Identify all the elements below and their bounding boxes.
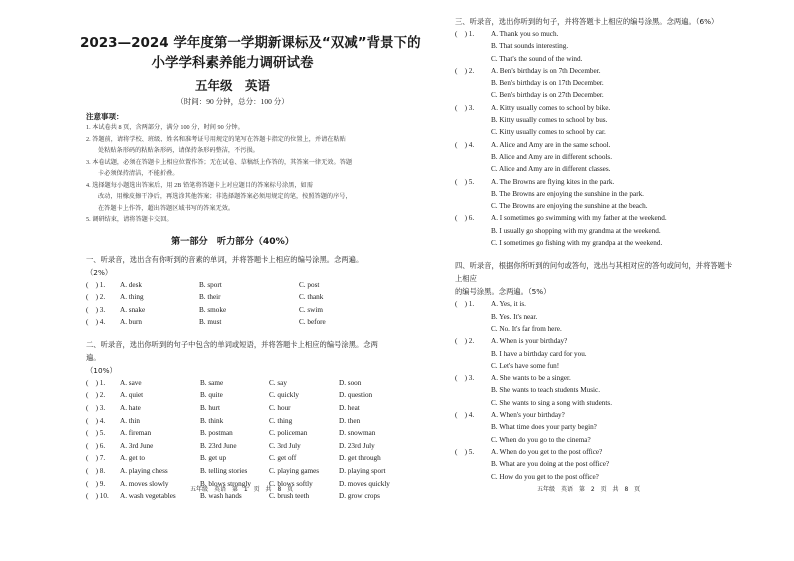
answer-bracket: ( ) 4.: [455, 411, 475, 420]
question-cell: A. playing chess: [120, 467, 168, 476]
question-item: [455, 212, 734, 224]
question-cell: B. blows strongly: [200, 479, 251, 488]
note-item: 3. 本卷试题，必须在答题卡上相应位置作答；无在试卷、草稿纸上作答的，其答案一律无效。答题: [86, 158, 353, 166]
question-cell: A. save: [120, 378, 142, 387]
grade-subject: 五年级 英语: [194, 78, 270, 93]
question-item: [455, 102, 734, 114]
question-cell: B. quite: [200, 391, 223, 400]
question-cell: ( ) 1.: [86, 378, 106, 387]
option-text: B. What are you doing at the post office?: [491, 460, 610, 469]
option-text: C. Alice and Amy are in different classes.: [491, 165, 611, 174]
option-text: A. When's your birthday?: [491, 411, 565, 420]
question-cell: A. burn: [120, 318, 142, 327]
question-cell: ( ) 3.: [86, 305, 106, 314]
page-footer-2: 五年级 英语 第 2 页 共 8 页: [537, 486, 641, 493]
section4-heading-line2: 的编号涂黑。念两遍。（5%）: [455, 287, 551, 297]
question-item: [455, 335, 734, 347]
option-text: C. No. It's far from here.: [491, 324, 562, 333]
question-cell: ( ) 9.: [86, 479, 106, 488]
question-cell: C. brush teeth: [269, 492, 310, 501]
answer-bracket: ( ) 1.: [455, 300, 475, 309]
question-cell: C. thing: [269, 416, 293, 425]
question-cell: A. thin: [120, 416, 140, 425]
question-cell: B. telling stories: [200, 467, 248, 476]
question-cell: D. snowman: [339, 429, 376, 438]
option-text: A. Kitty usually comes to school by bike.: [491, 103, 611, 112]
answer-bracket: ( ) 3.: [455, 103, 475, 112]
question-cell: B. get up: [200, 454, 227, 463]
option-text: A. The Browns are flying kites in the park.: [491, 177, 615, 186]
question-cell: A. hate: [120, 404, 141, 413]
question-cell: C. say: [269, 378, 287, 387]
option-text: B. Alice and Amy are in different schools.: [491, 152, 613, 161]
question-cell: B. must: [199, 318, 222, 327]
note-item: 1. 本试卷共 8 页，含两部分，满分 100 分，时间 90 分钟。: [86, 124, 244, 131]
question-cell: D. heat: [339, 404, 360, 413]
question-cell: B. 23rd June: [200, 441, 237, 450]
question-cell: C. policeman: [269, 429, 308, 438]
question-cell: D. 23rd July: [339, 441, 375, 450]
question-cell: C. quickly: [269, 391, 299, 400]
question-cell: ( ) 8.: [86, 467, 106, 476]
question-row: [86, 316, 379, 329]
option-text: B. I usually go shopping with my grandma at the weekend.: [491, 226, 661, 235]
question-cell: A. 3rd June: [120, 441, 154, 450]
question-cell: A. desk: [120, 280, 142, 289]
question-row: [86, 402, 379, 415]
question-cell: ( ) 4.: [86, 416, 106, 425]
question-cell: C. 3rd July: [269, 441, 301, 450]
exam-title-line1: 2023—2024 学年度第一学期新课标及“双减”背景下的: [80, 35, 421, 51]
question-cell: C. post: [299, 280, 320, 289]
option-text: C. Ben's birthday is on 27th December.: [491, 91, 604, 100]
note-item-continued: 在答题卡上作答，超出答题区域书写的答案无效。: [98, 204, 235, 212]
option-text: A. Alice and Amy are in the same school.: [491, 140, 611, 149]
exam-time: （时间：90 分钟，总分：100 分）: [176, 97, 289, 106]
section2-heading: 二、听录音，选出你听到的句子中包含的单词或短语，并将答题卡上相应的编号涂黑。念两遍。: [86, 339, 378, 362]
question-cell: D. playing sport: [339, 467, 386, 476]
note-item: 4. 选择题每小题选出答案后，用 2B 铅笔将答题卡上对应题目的答案标号涂黑，如需: [86, 181, 313, 189]
option-text: C. I sometimes go fishing with my grandpa at the weekend.: [491, 239, 663, 248]
exam-title-line2: 小学学科素养能力调研试卷: [151, 55, 314, 71]
question-row: [86, 415, 379, 428]
question-cell: B. same: [200, 378, 224, 387]
question-cell: C. hour: [269, 404, 291, 413]
question-item: [455, 28, 734, 40]
option-text: A. Yes, it is.: [491, 300, 526, 309]
question-cell: B. think: [200, 416, 224, 425]
answer-bracket: ( ) 5.: [455, 177, 475, 186]
question-cell: ( ) 2.: [86, 293, 106, 302]
answer-bracket: ( ) 4.: [455, 140, 475, 149]
question-cell: ( ) 3.: [86, 404, 106, 413]
question-item: [455, 298, 734, 310]
question-cell: ( ) 4.: [86, 318, 106, 327]
answer-bracket: ( ) 1.: [455, 30, 475, 38]
question-item: [455, 65, 734, 77]
question-cell: ( ) 1.: [86, 280, 106, 289]
question-cell: ( ) 7.: [86, 454, 106, 463]
option-text: C. The Browns are enjoying the sunshine at the beach.: [491, 202, 648, 211]
question-cell: B. postman: [200, 429, 233, 438]
option-text: C. She wants to sing a song with students.: [491, 398, 612, 407]
option-text: A. I sometimes go swimming with my father at the weekend.: [491, 214, 667, 223]
option-text: C. When do you go to the cinema?: [491, 435, 591, 444]
answer-bracket: ( ) 5.: [455, 447, 475, 456]
notes-heading: 注意事项：: [86, 112, 124, 121]
section3-heading: 三、听录音，选出你听到的句子，并将答题卡上相应的编号涂黑。念两遍。（6%）: [455, 17, 719, 26]
page-footer-1: 五年级 英语 第 1 页 共 8 页: [190, 486, 294, 493]
question-row: [86, 279, 379, 292]
answer-bracket: ( ) 2.: [455, 337, 475, 346]
option-text: C. Kitty usually comes to school by car.: [491, 128, 606, 137]
question-row: [86, 440, 379, 453]
section1-questions: [86, 279, 379, 329]
question-cell: ( ) 10.: [86, 492, 109, 501]
section2-heading-score: （10%）: [86, 365, 117, 375]
question-cell: B. sport: [199, 280, 222, 289]
note-item-continued: 处粘贴条形码的粘贴条形码，请保持条形码整洁，不污损。: [98, 147, 259, 154]
question-cell: ( ) 2.: [86, 391, 106, 400]
question-cell: A. wash vegetables: [120, 492, 176, 501]
question-cell: C. playing games: [269, 467, 320, 476]
note-item-continued: 卡必须保持清洁，不能折叠。: [98, 170, 179, 177]
option-text: B. What time does your party begin?: [491, 423, 597, 432]
question-row: [86, 291, 379, 304]
option-text: A. Thank you so much.: [491, 30, 559, 38]
question-cell: A. quiet: [120, 391, 144, 400]
section3-questions: [455, 28, 734, 249]
question-item: [455, 372, 734, 384]
option-text: B. Kitty usually comes to school by bus.: [491, 116, 608, 125]
question-cell: C. get off: [269, 454, 297, 463]
question-item: [455, 446, 734, 458]
option-text: A. When do you get to the post office?: [491, 447, 603, 456]
question-cell: A. fireman: [120, 429, 152, 438]
note-item: 2. 答题前，请将学校、班级、姓名和准考证号用规定的笔写在答题卡指定的位置上，并请在粘贴: [86, 135, 346, 143]
question-cell: B. smoke: [199, 305, 227, 314]
answer-bracket: ( ) 3.: [455, 374, 475, 383]
option-text: B. Yes. It's near.: [491, 312, 538, 321]
option-text: B. I have a birthday card for you.: [491, 349, 587, 358]
question-cell: C. swim: [299, 305, 323, 314]
question-cell: D. grow crops: [339, 492, 380, 501]
option-text: A. Ben's birthday is on 7th December.: [491, 66, 601, 75]
option-text: B. That sounds interesting.: [491, 42, 569, 51]
question-item: [455, 409, 734, 421]
question-row: [86, 427, 379, 440]
notes-list: [86, 122, 379, 226]
question-cell: A. get to: [120, 454, 145, 463]
question-item: [455, 176, 734, 188]
question-cell: A. snake: [120, 305, 146, 314]
question-cell: B. wash hands: [200, 492, 242, 501]
question-cell: ( ) 5.: [86, 429, 106, 438]
answer-bracket: ( ) 6.: [455, 214, 475, 223]
option-text: A. She wants to be a singer.: [491, 374, 571, 383]
question-cell: ( ) 6.: [86, 441, 106, 450]
section1-heading: 一、听录音，选出含有你听到的音素的单词，并将答题卡上相应的编号涂黑。念两遍。（2%）: [86, 254, 364, 277]
question-row: [86, 465, 386, 478]
question-cell: C. blows softly: [269, 479, 313, 488]
question-cell: A. moves slowly: [120, 479, 169, 488]
note-item-continued: 改动，用橡皮擦干净后，再选涂其他答案；非选择题答案必须用规定的笔，按照答题的序号，: [98, 193, 352, 200]
option-text: A. When is your birthday?: [491, 337, 568, 346]
question-cell: D. then: [339, 416, 361, 425]
answer-bracket: ( ) 2.: [455, 66, 475, 75]
question-cell: D. moves quickly: [339, 479, 390, 488]
question-cell: B. hurt: [200, 404, 220, 413]
question-cell: B. their: [199, 293, 221, 302]
option-text: C. Let's have some fun!: [491, 361, 560, 370]
note-item: 5. 调研结束，请将答题卡交回。: [86, 216, 173, 223]
exam-page-2: [397, 0, 794, 561]
question-cell: A. thing: [120, 293, 144, 302]
question-row: [86, 377, 379, 390]
question-row: [86, 452, 379, 465]
option-text: B. Ben's birthday is on 17th December.: [491, 79, 604, 88]
question-row: [86, 304, 379, 317]
option-text: B. She wants to teach students Music.: [491, 386, 600, 395]
option-text: C. How do you get to the post office?: [491, 472, 599, 481]
section4-questions: [455, 298, 734, 482]
question-item: [455, 139, 734, 151]
question-cell: D. question: [339, 391, 373, 400]
question-cell: D. soon: [339, 378, 362, 387]
section4-heading: 四、听录音，根据你所听到的问句或答句，选出与其相对应的答句或问句，并将答题卡上相应: [455, 261, 733, 284]
option-text: C. That's the sound of the wind.: [491, 54, 583, 63]
question-cell: D. get through: [339, 454, 381, 463]
question-cell: C. thank: [299, 293, 324, 302]
part-title: 第一部分 听力部分（40%）: [170, 235, 295, 247]
option-text: B. The Browns are enjoying the sunshine in the park.: [491, 189, 644, 198]
question-cell: C. before: [299, 318, 326, 327]
question-row: [86, 389, 379, 402]
